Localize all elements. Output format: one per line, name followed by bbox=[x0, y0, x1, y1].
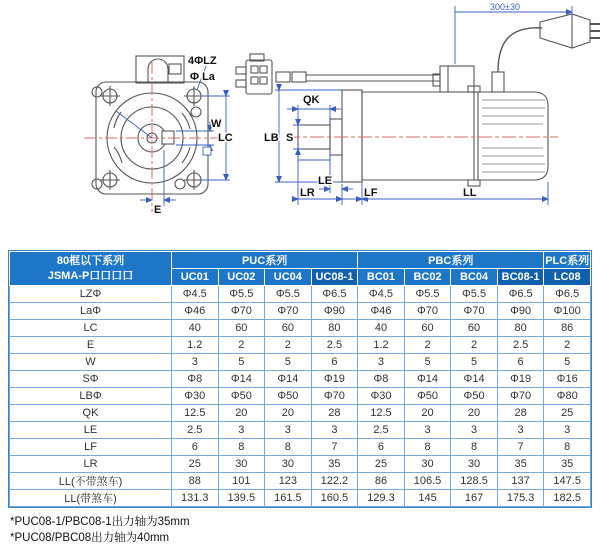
table-row bbox=[10, 354, 591, 371]
dim-label-lc: LC bbox=[218, 132, 233, 144]
dimension-value-cell: 2 bbox=[218, 337, 265, 354]
dimension-value-cell: 86 bbox=[544, 320, 591, 337]
dimension-value-cell: 3 bbox=[544, 422, 591, 439]
table-corner-header: 80框以下系列 JSMA-P口口口口 bbox=[10, 252, 172, 286]
dimension-value-cell: 106.5 bbox=[404, 473, 451, 490]
dimension-value-cell: 6 bbox=[358, 439, 405, 456]
table-body bbox=[10, 286, 591, 507]
dimension-value-cell: Φ5.5 bbox=[451, 286, 498, 303]
dimension-value-cell: 145 bbox=[404, 490, 451, 507]
model-column-header: UC02 bbox=[218, 269, 265, 286]
dimension-value-cell: 131.3 bbox=[172, 490, 219, 507]
power-entry-block bbox=[492, 72, 504, 92]
dimension-value-cell: 2.5 bbox=[172, 422, 219, 439]
dim-label-holes: 4ΦLZ bbox=[188, 55, 217, 67]
dimension-value-cell: Φ70 bbox=[311, 388, 358, 405]
dimension-value-cell: 35 bbox=[497, 456, 544, 473]
dim-label-lb: LB bbox=[264, 132, 279, 144]
row-label: LL(不带煞车) bbox=[10, 473, 172, 490]
dimension-value-cell: 12.5 bbox=[358, 405, 405, 422]
motor-top-connector-front bbox=[136, 56, 184, 83]
dimension-value-cell: Φ8 bbox=[172, 371, 219, 388]
row-label: LE bbox=[10, 422, 172, 439]
footnote-2: *PUC08/PBC08出力轴为40mm bbox=[10, 531, 170, 544]
dimension-value-cell: 122.2 bbox=[311, 473, 358, 490]
dimension-value-cell: 20 bbox=[451, 405, 498, 422]
dimension-value-cell: 3 bbox=[451, 422, 498, 439]
dimension-value-cell: 2 bbox=[404, 337, 451, 354]
dimension-value-cell: 3 bbox=[311, 422, 358, 439]
row-label: E bbox=[10, 337, 172, 354]
motor-dimension-drawing bbox=[0, 0, 600, 250]
dimension-value-cell: 12.5 bbox=[172, 405, 219, 422]
dimension-value-cell: 6 bbox=[311, 354, 358, 371]
dimension-value-cell: Φ70 bbox=[218, 303, 265, 320]
centerlines-front bbox=[84, 62, 222, 212]
dimension-value-cell: 30 bbox=[265, 456, 312, 473]
table-row bbox=[10, 388, 591, 405]
dimension-value-cell: 5 bbox=[218, 354, 265, 371]
dimension-value-cell: 182.5 bbox=[544, 490, 591, 507]
model-column-header: BC01 bbox=[358, 269, 405, 286]
technical-drawing-area bbox=[0, 0, 600, 250]
dimension-value-cell: Φ6.5 bbox=[497, 286, 544, 303]
dimension-value-cell: 60 bbox=[218, 320, 265, 337]
row-label: W bbox=[10, 354, 172, 371]
dim-label-w: W bbox=[211, 118, 222, 130]
dimension-value-cell: 2 bbox=[544, 337, 591, 354]
table-row bbox=[10, 473, 591, 490]
row-label: LBΦ bbox=[10, 388, 172, 405]
side-view bbox=[236, 14, 600, 186]
dimension-value-cell: 5 bbox=[404, 354, 451, 371]
encoder-cable bbox=[276, 72, 440, 82]
dimension-value-cell: 20 bbox=[218, 405, 265, 422]
dim-label-lf: LF bbox=[364, 187, 378, 199]
dimension-value-cell: Φ4.5 bbox=[172, 286, 219, 303]
dim-label-pilot: Φ La bbox=[190, 71, 215, 83]
dimension-value-cell: 30 bbox=[404, 456, 451, 473]
dimension-value-cell: 2.5 bbox=[497, 337, 544, 354]
dimension-value-cell: 2 bbox=[265, 337, 312, 354]
row-label: LaΦ bbox=[10, 303, 172, 320]
model-column-header: UC08-1 bbox=[311, 269, 358, 286]
model-column-header: UC04 bbox=[265, 269, 312, 286]
row-label: LF bbox=[10, 439, 172, 456]
dimension-value-cell: 28 bbox=[311, 405, 358, 422]
dimension-value-cell: 60 bbox=[265, 320, 312, 337]
row-label: QK bbox=[10, 405, 172, 422]
dimension-value-cell: 6 bbox=[497, 354, 544, 371]
dimension-value-cell: 2 bbox=[451, 337, 498, 354]
series-group-header: PLC系列 bbox=[544, 252, 591, 269]
table-row bbox=[10, 456, 591, 473]
dim-label-lr: LR bbox=[300, 187, 315, 199]
dimension-value-cell: 60 bbox=[404, 320, 451, 337]
dimension-value-cell: 3 bbox=[172, 354, 219, 371]
dimension-value-cell: 139.5 bbox=[218, 490, 265, 507]
dimension-value-cell: Φ50 bbox=[451, 388, 498, 405]
row-label: LC bbox=[10, 320, 172, 337]
dimension-value-cell: Φ14 bbox=[218, 371, 265, 388]
dimension-value-cell: 2.5 bbox=[311, 337, 358, 354]
table-row bbox=[10, 371, 591, 388]
dimension-value-cell: 167 bbox=[451, 490, 498, 507]
dimension-value-cell: 3 bbox=[218, 422, 265, 439]
dimension-value-cell: 40 bbox=[172, 320, 219, 337]
dimension-value-cell: Φ19 bbox=[311, 371, 358, 388]
dimension-value-cell: Φ6.5 bbox=[311, 286, 358, 303]
dimension-value-cell: 5 bbox=[451, 354, 498, 371]
dimension-value-cell: 1.2 bbox=[172, 337, 219, 354]
dimension-value-cell: 30 bbox=[451, 456, 498, 473]
dim-label-qk: QK bbox=[303, 94, 320, 106]
power-cable bbox=[498, 28, 542, 72]
dimension-value-cell: 5 bbox=[265, 354, 312, 371]
dimension-value-cell: Φ4.5 bbox=[358, 286, 405, 303]
dimension-value-cell: 28 bbox=[497, 405, 544, 422]
dimension-value-cell: 80 bbox=[311, 320, 358, 337]
dimension-value-cell: 147.5 bbox=[544, 473, 591, 490]
row-label: SΦ bbox=[10, 371, 172, 388]
dimension-value-cell: Φ30 bbox=[172, 388, 219, 405]
row-label: LL(带煞车) bbox=[10, 490, 172, 507]
encoder-housing-block bbox=[440, 66, 474, 92]
dimension-value-cell: 175.3 bbox=[497, 490, 544, 507]
dimension-value-cell: 35 bbox=[544, 456, 591, 473]
dimension-table bbox=[9, 251, 591, 507]
dimension-value-cell: 137 bbox=[497, 473, 544, 490]
dimension-value-cell: 86 bbox=[358, 473, 405, 490]
model-column-header: LC08 bbox=[544, 269, 591, 286]
dimension-value-cell: Φ5.5 bbox=[265, 286, 312, 303]
dimension-value-cell: Φ14 bbox=[404, 371, 451, 388]
dimension-value-cell: Φ80 bbox=[544, 388, 591, 405]
dimension-value-cell: 3 bbox=[265, 422, 312, 439]
dimension-value-cell: 160.5 bbox=[311, 490, 358, 507]
dimension-value-cell: 128.5 bbox=[451, 473, 498, 490]
dimension-value-cell: 8 bbox=[544, 439, 591, 456]
dimension-value-cell: Φ50 bbox=[218, 388, 265, 405]
dimension-value-cell: 80 bbox=[497, 320, 544, 337]
row-label: LZΦ bbox=[10, 286, 172, 303]
cooling-fins bbox=[482, 100, 545, 172]
dimension-value-cell: Φ90 bbox=[311, 303, 358, 320]
dimension-value-cell: 60 bbox=[451, 320, 498, 337]
table-row bbox=[10, 422, 591, 439]
dimension-value-cell: 1.2 bbox=[358, 337, 405, 354]
table-header bbox=[10, 252, 591, 286]
table-row bbox=[10, 439, 591, 456]
footnotes bbox=[10, 515, 600, 546]
dimension-value-cell: Φ19 bbox=[497, 371, 544, 388]
dimension-value-cell: 2.5 bbox=[358, 422, 405, 439]
series-group-header: PBC系列 bbox=[358, 252, 544, 269]
table-row bbox=[10, 320, 591, 337]
footnote-1: *PUC08-1/PBC08-1出力轴为35mm bbox=[10, 516, 190, 528]
dimension-value-cell: Φ70 bbox=[497, 388, 544, 405]
dimension-value-cell: 25 bbox=[544, 405, 591, 422]
dimension-value-cell: 8 bbox=[265, 439, 312, 456]
dim-label-ll: LL bbox=[463, 187, 477, 199]
dimension-value-cell: Φ70 bbox=[451, 303, 498, 320]
dimension-value-cell: Φ50 bbox=[404, 388, 451, 405]
model-column-header: UC01 bbox=[172, 269, 219, 286]
table-row bbox=[10, 303, 591, 320]
dimension-value-cell: Φ70 bbox=[404, 303, 451, 320]
dimension-value-cell: 6 bbox=[172, 439, 219, 456]
dimension-value-cell: Φ14 bbox=[451, 371, 498, 388]
dimension-value-cell: 88 bbox=[172, 473, 219, 490]
dimension-value-cell: 161.5 bbox=[265, 490, 312, 507]
dimension-value-cell: 35 bbox=[311, 456, 358, 473]
motor-body bbox=[362, 92, 548, 180]
power-connector bbox=[540, 14, 600, 48]
dimension-value-cell: Φ50 bbox=[265, 388, 312, 405]
model-column-header: BC02 bbox=[404, 269, 451, 286]
model-column-header: BC04 bbox=[451, 269, 498, 286]
table-row bbox=[10, 490, 591, 507]
series-group-header: PUC系列 bbox=[172, 252, 358, 269]
dimension-value-cell: Φ5.5 bbox=[404, 286, 451, 303]
flange-plate bbox=[342, 90, 362, 182]
dimension-value-cell: Φ14 bbox=[265, 371, 312, 388]
dimension-value-cell: Φ46 bbox=[172, 303, 219, 320]
dimension-value-cell: 8 bbox=[218, 439, 265, 456]
encoder-connector bbox=[236, 54, 272, 94]
dimension-value-cell: Φ16 bbox=[544, 371, 591, 388]
row-label: LR bbox=[10, 456, 172, 473]
dimension-value-cell: 101 bbox=[218, 473, 265, 490]
model-column-header: BC08-1 bbox=[497, 269, 544, 286]
dim-label-cable-length: 300±30 bbox=[490, 2, 520, 12]
dimension-value-cell: 123 bbox=[265, 473, 312, 490]
dimension-value-cell: Φ6.5 bbox=[544, 286, 591, 303]
table-row bbox=[10, 286, 591, 303]
dimension-value-cell: 129.3 bbox=[358, 490, 405, 507]
dim-label-s: S bbox=[286, 132, 294, 144]
dimension-value-cell: 8 bbox=[404, 439, 451, 456]
table-row bbox=[10, 337, 591, 354]
dimension-value-cell: Φ30 bbox=[358, 388, 405, 405]
dimension-value-cell: 7 bbox=[311, 439, 358, 456]
dimension-value-cell: 30 bbox=[218, 456, 265, 473]
dimension-value-cell: 5 bbox=[544, 354, 591, 371]
dimension-value-cell: Φ70 bbox=[265, 303, 312, 320]
dimension-value-cell: Φ100 bbox=[544, 303, 591, 320]
dimension-value-cell: 3 bbox=[404, 422, 451, 439]
dimension-value-cell: Φ5.5 bbox=[218, 286, 265, 303]
dimension-value-cell: 20 bbox=[404, 405, 451, 422]
dim-label-e: E bbox=[154, 204, 162, 216]
dimension-value-cell: 3 bbox=[358, 354, 405, 371]
table-row bbox=[10, 405, 591, 422]
dimension-value-cell: 8 bbox=[451, 439, 498, 456]
dim-label-le: LE bbox=[318, 175, 333, 187]
dimension-value-cell: 20 bbox=[265, 405, 312, 422]
dimension-value-cell: 3 bbox=[497, 422, 544, 439]
dimension-value-cell: 25 bbox=[358, 456, 405, 473]
dimension-value-cell: Φ46 bbox=[358, 303, 405, 320]
dimension-value-cell: 7 bbox=[497, 439, 544, 456]
dimension-value-cell: Φ90 bbox=[497, 303, 544, 320]
dimension-table-container bbox=[8, 250, 592, 508]
dimension-value-cell: Φ8 bbox=[358, 371, 405, 388]
dimension-value-cell: 25 bbox=[172, 456, 219, 473]
dimension-value-cell: 40 bbox=[358, 320, 405, 337]
